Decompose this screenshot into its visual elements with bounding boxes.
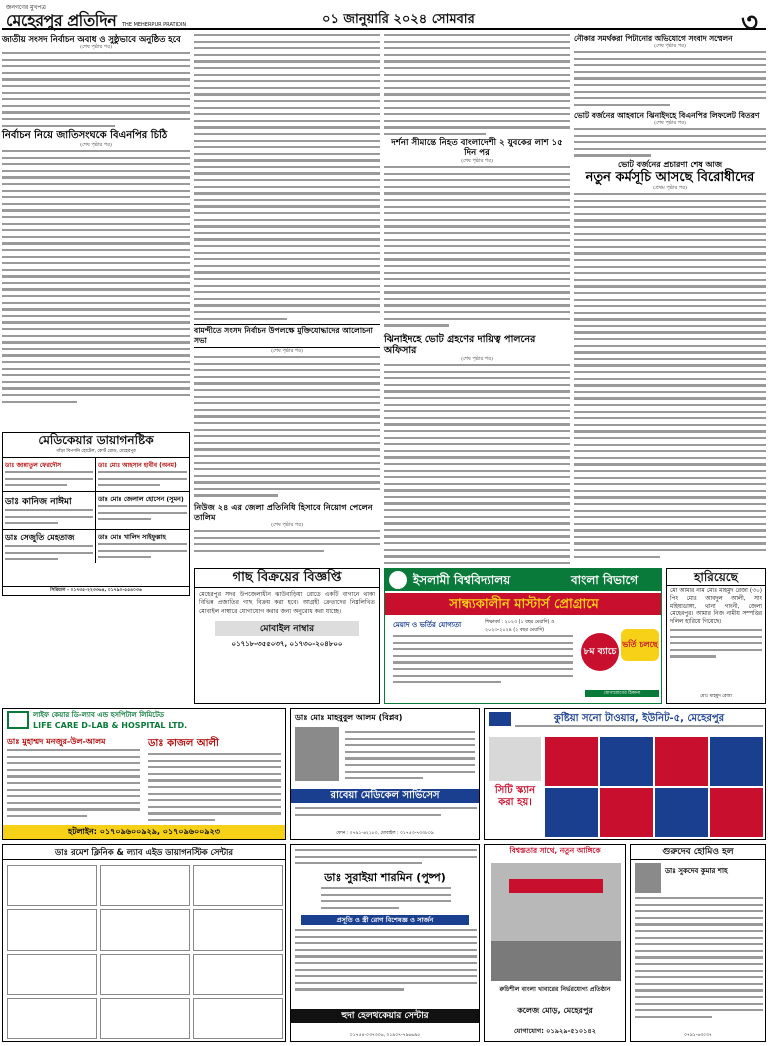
doctor-4-credentials: [98, 505, 187, 523]
suraiya-credentials: [321, 887, 451, 913]
iu-duration-label: মেয়াদ ও ভর্তির যোগ্যতা: [393, 621, 462, 629]
doctor-2-credentials: [98, 471, 187, 489]
ad-medicare-doctor-4: ডাঃ মোঃ জেলাল হোসেন (সুমন): [98, 495, 184, 503]
ramesh-title: ডাঃ রমেশ ক্লিনিক & ল্যাব এইড ডায়াগনস্টিক সেন্টার: [3, 845, 285, 860]
doctor-card: [545, 788, 598, 837]
contd-a9: (প্রথম পৃষ্ঠার পর): [653, 185, 687, 191]
article-body-a1-cont: [194, 34, 380, 324]
missing-body-rest: [670, 629, 762, 663]
doctor-photo: [295, 727, 339, 781]
kushtia-doctor-grid: [545, 737, 763, 837]
ad-ramesh-clinic: [2, 844, 286, 1042]
headline-a3: দর্শনা সীমান্তে নিহত বাংলাদেশী ২ যুবকের লাশ ১৫ দিন পর: [391, 138, 563, 158]
iu-program: সান্ধ্যকালীন মাস্টার্স প্রোগ্রামে: [449, 597, 599, 612]
article-body-a6: [194, 530, 380, 556]
ad-rabeya-medical: [290, 708, 480, 840]
restaurant-address: কলেজ মোড়, মেহেরপুর: [517, 1006, 593, 1015]
doctor-card: [600, 737, 653, 786]
suraiya-specialty: প্রসূতি ও স্ত্রী রোগ বিশেষজ্ঞ ও সার্জন: [301, 915, 469, 925]
restaurant-photo: [491, 863, 621, 981]
column-2: [194, 34, 380, 556]
article-body-a2: [2, 150, 190, 408]
doctor-card: [100, 998, 190, 1039]
doctor-card: [193, 909, 283, 950]
headline-a5: ঝিনাইদহে ভোট গ্রহণের দায়িত্ব পালনের অফিসার: [384, 334, 536, 356]
ad-medicare-doctor-6: ডাঃ মোঃ খালিদ সাইফুল্লাহ: [98, 533, 166, 541]
homeo-details: [635, 897, 763, 1027]
iu-batch-badge: ৮ম ব্যাচে: [581, 633, 619, 671]
homeo-doctor-photo: [635, 863, 661, 893]
ad-homeo-hall: [630, 844, 766, 1042]
missing-title: হারিয়েছে: [667, 569, 765, 586]
doctor-card: [7, 998, 97, 1039]
suraiya-details: [295, 929, 477, 1001]
doctor-card: [193, 954, 283, 995]
sdc-logo-icon: [489, 712, 511, 726]
iu-contact: যোগাযোগের ঠিকানা: [585, 690, 659, 697]
missing-signature: মোঃ মাহমুদ রেজা: [700, 694, 732, 699]
contd-a5: (শেষ পৃষ্ঠার পর): [461, 356, 493, 362]
life-care-title-en: LIFE CARE D-LAB & HOSPITAL LTD.: [33, 721, 188, 730]
ad-tree-sale-title: গাছ বিক্রয়ের বিজ্ঞপ্তি: [195, 569, 379, 588]
ad-tree-sale-mobile-label: মোবাইল নাম্বার: [215, 621, 359, 636]
column-4: [574, 34, 766, 563]
contd-a1: (শেষ পৃষ্ঠার পর): [80, 44, 112, 50]
ad-tree-sale-mobile: ০১৭১৮-৩৫৫০৩৭, ০১৭৩০-২০৪৮০০: [231, 640, 343, 649]
ad-restaurant: [484, 844, 626, 1042]
kushtia-address: [515, 725, 763, 733]
article-body-a9: [574, 193, 766, 563]
column-1: [2, 34, 190, 408]
headline-a7: নৌকার সমর্থকরা পিটানোর অভিযোগে সংবাদ সম্মেলন: [574, 34, 733, 43]
headline-a8: ভোট বর্জনের আহবানে ঝিনাইদহে বিএনপির লিফলেট বিতরণ: [574, 111, 760, 120]
doctor-card: [193, 998, 283, 1039]
article-body-a7: [574, 51, 766, 111]
contd-a8: (শেষ পৃষ্ঠার পর): [654, 120, 686, 126]
ad-tree-sale: [194, 568, 380, 704]
life-care-hotline: হটলাইন: ০১৭০৯৬০০৯২৯, ০১৭০৯৬০০৯২৩: [3, 825, 285, 839]
masthead-tagline: জনগণের মুখপত্র: [6, 4, 46, 11]
life-care-doctor-2-details: [148, 753, 281, 823]
column-3: [384, 34, 570, 594]
headline-a1: জাতীয় সংসদ নির্বাচন অবাধ ও সুষ্ঠুভাবে অনুষ্ঠিত হবে: [2, 34, 181, 44]
headline-a6: নিউজ ২৪ এর জেলা প্রতিনিধি হিসাবে নিয়োগ পেলেন তালিম: [194, 502, 373, 522]
ad-medicare-phone: সিরিয়াল - ০১৭৩৫-২২৩৩৬৪, ০১৭৯০-৫৫৪০৩৬: [3, 586, 189, 594]
article-body-a1: [2, 52, 190, 128]
life-care-logo-icon: [7, 711, 29, 729]
article-body-a4: [194, 356, 380, 502]
iu-department: বাংলা বিভাগে: [571, 573, 639, 587]
newspaper-title: মেহেরপুর প্রতিদিন: [6, 11, 117, 30]
homeo-phone: ০৭৯১-৬৩০৩৭: [684, 1033, 712, 1038]
rabeya-doctor-details: [345, 731, 475, 783]
doctor-card: [710, 788, 763, 837]
doctor-card: [100, 865, 190, 906]
contd-a2: (শেষ পৃষ্ঠার পর): [80, 142, 112, 148]
suraiya-footer: হুদা হেলথকেয়ার সেন্টার: [291, 1009, 479, 1023]
page-number: ৩: [741, 8, 758, 38]
iu-details: [393, 635, 573, 695]
doctor-5-credentials: [5, 545, 93, 561]
ad-medicare-diagnostic: [2, 432, 190, 596]
homeo-doctor: ডাঃ সুকদেব কুমার শাহ: [665, 867, 728, 875]
doctor-card: [655, 737, 708, 786]
ad-medicare-doctor-5: ডাঃ সেজুতি মেহতাজ: [5, 533, 75, 542]
ad-medicare-doctor-2: ডাঃ মোঃ আহসান হাবীব (অনম): [98, 462, 177, 469]
ad-life-care: [2, 708, 286, 840]
rabeya-phone: ফোন : ০৭৯১-৬২১৮০, মোবাইল : ০১৭৫৩-৭৩৩৮০৯: [336, 831, 434, 836]
ad-missing-notice: [666, 568, 766, 704]
suraiya-doctor: ডাঃ সুরাইয়া শারমিন (পুষ্প): [324, 871, 446, 884]
doctor-card: [7, 865, 97, 906]
iu-name: ইসলামী বিশ্ববিদ্যালয়: [413, 573, 511, 587]
suraiya-header: [295, 849, 477, 867]
doctor-card: [100, 909, 190, 950]
doctor-3-credentials: [5, 509, 93, 527]
doctor-1-credentials: [5, 471, 93, 489]
restaurant-desc: রুচিশীল বাংলা খাবারের নির্ভরযোগ্য প্রতিষ্ঠান: [499, 986, 611, 993]
headline-a4: বামন্দীতে সংসদ নির্বাচন উপলক্ষে মুক্তিযোদ্ধাদের আলোচনা সভা: [194, 324, 380, 348]
doctor-card: [600, 788, 653, 837]
ad-medicare-doctor-3: ডাঃ কানিজ নাঈমা: [5, 497, 72, 507]
ad-kushtia-sono: [484, 708, 766, 840]
life-care-title: লাইফ কেয়ার ডি-ল্যাব এন্ড হসপিটাল লিমিটেড: [33, 711, 165, 719]
restaurant-tagline: বিশ্বস্ততার সাথে, নতুন আঙ্গিকে: [509, 846, 601, 855]
restaurant-sign: [509, 879, 603, 893]
rabeya-doctor: ডাঃ মোঃ মাহবুবুল আলম (বিপ্লব): [295, 713, 403, 722]
ad-medicare-address: গাঁড়া বিপণনি হোটেল, কোর্ট রোড, মেহেরপুর: [56, 449, 136, 454]
suraiya-phone: ০১৭৫৪-০৩৭৩০৬, ০১৯০৭-৭৯৬৬৯৫: [349, 1033, 421, 1038]
contd-a3: (শেষ পৃষ্ঠার পর): [461, 158, 493, 164]
article-body-a8: [574, 128, 766, 160]
newspaper-subtitle: THE MEHERPUR PRATIDIN: [122, 22, 187, 28]
article-body-a3: [384, 166, 570, 334]
restaurant-storefront: [491, 941, 621, 981]
doctor-card: [655, 788, 708, 837]
kushtia-ct-scan: সিটি স্ক্যান করা হয়।: [494, 785, 536, 808]
doctor-card: [193, 865, 283, 906]
contd-a6: (শেষ পৃষ্ঠার পর): [271, 522, 303, 528]
life-care-doctor-1-details: [7, 749, 140, 821]
kushtia-title: কুষ্টিয়া সনো টাওয়ার, ইউনিট-৫, মেহেরপুর: [553, 713, 725, 724]
article-body-a5: [384, 364, 570, 594]
headline-a2: নির্বাচন নিয়ে জাতিসংঘকে বিএনপির চিঠি: [2, 130, 168, 141]
iu-logo-icon: [389, 571, 407, 589]
kicker-a9: ভোট বর্জনের প্রচারণা শেষ আজ: [617, 160, 723, 169]
life-care-doctor-1: ডাঃ মুহাম্মদ মনজুর-উল-আলম: [7, 737, 106, 746]
ad-medicare-title: মেডিকেয়ার ডায়াগনষ্টিক: [38, 433, 154, 447]
doctor-card: [7, 954, 97, 995]
doctor-card: [545, 737, 598, 786]
masthead: [2, 2, 766, 38]
article-body-a2-cont: [384, 34, 570, 138]
ad-tree-sale-body: মেহেরপুর সদর উপজেলাধীন ঝাউবাড়িয়া রোডে একটি বাগানে থাকা বিভিন্ন প্রজাতির গাছ বিক্রয় করা হবে। আগ্রহী ক্রেতাদের নিম্নলিখিত মোবাইল নাম্বারে যোগাযোগ করার জন্য অনুরোধ করা যাচ্ছে।: [199, 591, 375, 615]
doctor-card: [100, 954, 190, 995]
ad-medicare-doctor-1: ডাঃ জান্নাতুল ফেরদৌস: [5, 462, 62, 469]
rabeya-address: [295, 807, 477, 821]
iu-session: শিক্ষাবর্ষ : ২০২৩ (১ বছর মেয়াদি) ও ২০২৩-২০২৪ (২ বছর মেয়াদি): [485, 620, 555, 633]
headline-a9: নতুন কর্মসূচি আসছে বিরোধীদের: [585, 170, 755, 185]
restaurant-contact: যোগাযোগ: ০১৯২৯-৫১০১৪২: [513, 1027, 597, 1035]
doctor-card: [710, 737, 763, 786]
contd-a4: (শেষ পৃষ্ঠার পর): [271, 348, 303, 354]
rabeya-clinic: রাবেয়া মেডিকেল সার্ভিসেস: [291, 789, 479, 803]
ramesh-doctor-grid: [7, 865, 283, 1039]
iu-admission-badge: ভর্তি চলছে: [621, 629, 659, 661]
ad-suraiya-sharmin: [290, 844, 480, 1042]
ad-islamic-university: [384, 568, 662, 704]
issue-date: ০১ জানুয়ারি ২০২৪ সোমবার: [322, 12, 475, 27]
life-care-doctor-2: ডাঃ কাজল আলী: [148, 738, 219, 749]
ct-scanner-image: [489, 737, 541, 781]
doctor-6-credentials: [98, 543, 187, 559]
homeo-title: গুরুদেব হোমিও হল: [631, 845, 765, 860]
doctor-card: [7, 909, 97, 950]
contd-a7: (শেষ পৃষ্ঠার পর): [654, 43, 686, 49]
missing-body: মো আমার নাম মোঃ মাহমুদ রেজা (৩০) পিং মোঃ আবদুল আলী, সাং মহিষাডাঙ্গা, থানা গাংনী, জেলা মেহেরপুর। আমার নিজ নামীয় সম্পত্তির দলিল হারিয়ে গিয়েছে।: [670, 588, 762, 626]
